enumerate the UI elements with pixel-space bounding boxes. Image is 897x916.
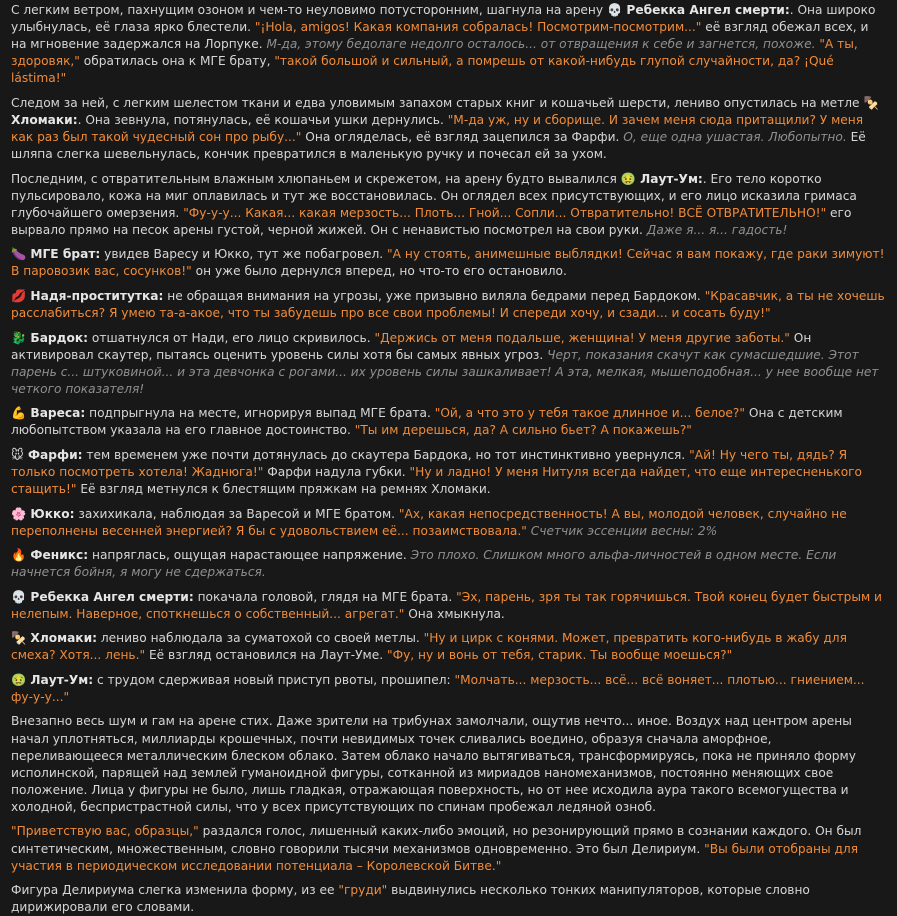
narration-text: . Его тело коротко пульсировало, кожа на миг оплавилась и тут же восстановилась. Он оглядел всех присутствующих, и его лицо исказила гримаса глубочайшего омерзения.: [11, 171, 857, 220]
paragraph: [11, 330, 885, 398]
paragraph: [11, 630, 885, 664]
narration-text: покачала головой, глядя на МГЕ брата.: [193, 589, 457, 604]
dialogue-quote: "Ой, а что это у тебя такое длинное и... белое?": [434, 406, 746, 421]
dialogue-quote: "Держись от меня подальше, женщина! У меня другие заботы.": [374, 330, 790, 345]
narration-text: Фигура Делириума слегка изменила форму, из ее: [11, 883, 339, 898]
paragraph: [11, 713, 885, 816]
dialogue-quote: "Эх, парень, зря ты так горячишься. Твой конец будет быстрым и нелепым. Наверное, споткнешься о собственный... агрегат.": [11, 589, 882, 621]
narration-text: тем временем уже почти дотянулась до скаутера Бардока, но тот инстинктивно увернулся.: [82, 447, 690, 462]
paragraph: [11, 171, 885, 239]
narration-text: . Она зевнула, потянулась, её кошачьи ушки дернулись.: [77, 112, 448, 127]
narration-text: напряглась, ощущая нарастающее напряжение.: [88, 548, 411, 563]
dialogue-quote: "Ах, какая непосредственность! А вы, молодой человек, случайно не переполнены весенней энергией? Я бы с удовольствием её... позаимствовала.": [11, 506, 847, 538]
narration-text: выдвинулись несколько тонких манипуляторов, которые словно дирижировали его словами.: [11, 883, 810, 915]
inner-thought: О, еще одна ушастая. Любопытно.: [623, 130, 847, 145]
narration-text: Она хмыкнула.: [404, 606, 505, 621]
narration-text: лениво наблюдала за суматохой со своей метлы.: [97, 631, 424, 646]
dialogue-quote: "Приветствую вас, образцы,": [11, 824, 199, 839]
dialogue-quote: "груди": [338, 883, 388, 898]
narration-text: захихикала, наблюдая за Варесой и МГЕ братом.: [74, 506, 399, 521]
dialogue-quote: "Ты им дерешься, да? А сильно бьет? А покажешь?": [354, 423, 692, 438]
speaker-name: 🤢 Лаут-Ум:: [620, 171, 703, 186]
narration-text: раздался голос, лишенный каких-либо эмоций, но резонирующий прямо в сознании каждого. Он был синтетическим, множественным, словно говорили тысячи механизмов одновременно. Это был Делириум.: [11, 824, 862, 856]
paragraph: [11, 589, 885, 623]
speaker-name: 💪 Вареса:: [11, 406, 86, 421]
speaker-name: 💀 Ребекка Ангел смерти:: [607, 3, 790, 17]
dialogue-quote: "такой большой и сильный, а помрешь от какой-нибудь глупой случайности, да? ¡Qué lástima!": [11, 54, 834, 86]
narration-text: Фарфи надула губки.: [263, 464, 410, 479]
dialogue-quote: "Ай! Ну чего ты, дядь? Я только посмотреть хотела! Жаднюга!": [11, 447, 848, 479]
speaker-name: 🐭 Фарфи:: [11, 447, 83, 462]
inner-thought: Это плохо. Слишком много альфа-личностей в одном месте. Если начнется бойня, я могу не сдержаться.: [11, 548, 837, 580]
narration-text: . Она широко улыбнулась, её глаза ярко блестели.: [11, 3, 876, 35]
speaker-name: 🍢 Хломаки:: [11, 631, 97, 646]
paragraph: [11, 288, 885, 322]
narration-text: не обращая внимания на угрозы, уже призывно виляла бедрами перед Бардоком.: [163, 288, 705, 303]
dialogue-quote: "М-да уж, ну и сборище. И зачем меня сюда притащили? У меня как раз был такой чудесный сон про рыбу...": [11, 112, 864, 145]
paragraph: [11, 882, 885, 916]
speaker-name: 🌸 Юкко:: [11, 506, 75, 521]
narration-text: с трудом сдерживая новый приступ рвоты, прошипел:: [93, 672, 455, 687]
narration-text: Она огляделась, её взгляд зацепился за Фарфи.: [301, 130, 624, 145]
inner-thought: Счетчик эссенции весны: 2%: [530, 523, 718, 538]
paragraph: [11, 246, 885, 280]
paragraph: [11, 823, 885, 874]
paragraph: [11, 672, 885, 706]
narration-text: подпрыгнула на месте, игнорируя выпад МГЕ брата.: [85, 406, 435, 421]
speaker-name: 🤢 Лаут-Ум:: [11, 672, 94, 687]
narration-text: Он активировал скаутер, пытаясь оценить уровень силы хотя бы самых явных угроз.: [11, 330, 812, 362]
paragraph: [11, 447, 885, 498]
inner-thought: Черт, показания скачут как сумасшедшие. Этот парень с... штуковиной... и эта девчонка с рогами... их уровень силы зашкаливает! А эта, мелкая, мышеподобная... у нее вообще нет четкого показателя!: [11, 347, 879, 396]
dialogue-quote: "¡Hola, amigos! Какая компания собралась! Посмотрим-посмотрим...": [254, 20, 702, 35]
speaker-name: 💀 Ребекка Ангел смерти:: [11, 589, 194, 604]
dialogue-quote: "Ну и ладно! У меня Нитуля всегда найдет, что еще интересненького стащить!": [11, 464, 863, 497]
dialogue-quote: "А ну стоять, анимешные выблядки! Сейчас я вам покажу, где раки зимуют! В паровозик вас, сосунков!": [11, 247, 885, 279]
paragraph: [11, 547, 885, 581]
speaker-name: 🔥 Феникс:: [11, 548, 89, 563]
speaker-name: 🍆 МГЕ брат:: [11, 247, 101, 262]
narration-text: Её шляпа слегка шевельнулась, кончик превратился в маленькую ручку и почесал ей за ухом.: [11, 130, 866, 162]
narration-text: увидев Варесу и Юкко, тут же побагровел.: [100, 247, 388, 262]
narration-text: Она с детским любопытством указала на его главное достоинство.: [11, 406, 843, 438]
narration-text: Её взгляд метнулся к блестящим пряжкам на ремнях Хломаки.: [76, 482, 491, 497]
inner-thought: Даже я... я... гадость!: [646, 222, 788, 237]
speaker-name: 💋 Надя-проститутка:: [11, 288, 164, 303]
dialogue-quote: "Фу, ну и вонь от тебя, старик. Ты вообще моешься?": [386, 648, 733, 663]
paragraph: [11, 2, 885, 87]
narration-text: Следом за ней, с легким шелестом ткани и едва уловимым запахом старых книг и кошачьей шерсти, лениво опустилась на метле: [11, 95, 864, 110]
dialogue-quote: "А ты, здоровяк,": [11, 37, 858, 69]
narration-text: обратилась она к МГЕ брату,: [79, 54, 275, 69]
narration-text: отшатнулся от Нади, его лицо скривилось.: [88, 330, 375, 345]
narration-text: С легким ветром, пахнущим озоном и чем-то неуловимо потусторонним, шагнула на арену: [11, 3, 607, 17]
paragraph: [11, 506, 885, 540]
dialogue-quote: "Фу-у-у... Какая... какая мерзость... Плоть... Гной... Сопли... Отвратительно! ВСЁ ОТВРАТИТЕЛЬНО!": [183, 205, 827, 220]
narration-text: он уже было дернулся вперед, но что-то его остановило.: [191, 264, 567, 279]
narration-text: Последним, с отвратительным влажным хлюпаньем и скрежетом, на арену будто вывалился: [11, 171, 621, 186]
paragraph: [11, 95, 885, 163]
narration-text: Её взгляд остановился на Лаут-Уме.: [145, 648, 387, 663]
speaker-name: 🐉 Бардок:: [11, 330, 89, 345]
inner-thought: М-да, этому бедолаге недолго осталось... от отвращения к себе и загнется, похоже.: [266, 37, 816, 52]
narration-text: её взгляд обежал всех, и на мгновение задержался на Лорпуке.: [11, 20, 869, 52]
narration-text: его вырвало прямо на песок арены густой, черной жижей. Он с ненавистью посмотрел на свои руки.: [11, 205, 852, 237]
dialogue-quote: "Молчать... мерзость... всё... всё воняет... плотью... гниением... фу-у-у...": [11, 672, 865, 704]
paragraph: [11, 405, 885, 439]
dialogue-quote: "Вы были отобраны для участия в периодическом исследовании потенциала – Королевской Битве.": [11, 841, 859, 873]
dialogue-quote: "Ну и цирк с конями. Может, превратить кого-нибудь в жабу для смеха? Хотя... лень.": [11, 631, 847, 663]
speaker-name: 🍢 Хломаки:: [11, 95, 879, 127]
dialogue-quote: "Красавчик, а ты не хочешь расслабиться? Я умею та-а-акое, что ты забудешь про все свои проблемы! И спереди хочу, и сзади... и сосать буду!": [11, 288, 885, 321]
narration-text: Внезапно весь шум и гам на арене стих. Даже зрители на трибунах замолчали, ощутив нечто... иное. Воздух над центром арены начал уплотняться, миллиарды крошечных, почти невидимых точек сливались воедино, образуя сначала аморфное, переливающееся металлическим блеском облако. Затем облако начало вытягиваться, трансформируясь, пока не приняло форму исполинской, парящей над землей гуманоидной фигуры, сотканной из мириадов наномеханизмов, постоянно меняющих свое положение. Лица у фигуры не было, лишь гладкая, отражающая поверхность, но от нее исходила аура такого всемогущества и холодной, беспристрастной силы, что у всех присутствующих по спинам пробежал ледяной озноб.: [11, 714, 856, 814]
